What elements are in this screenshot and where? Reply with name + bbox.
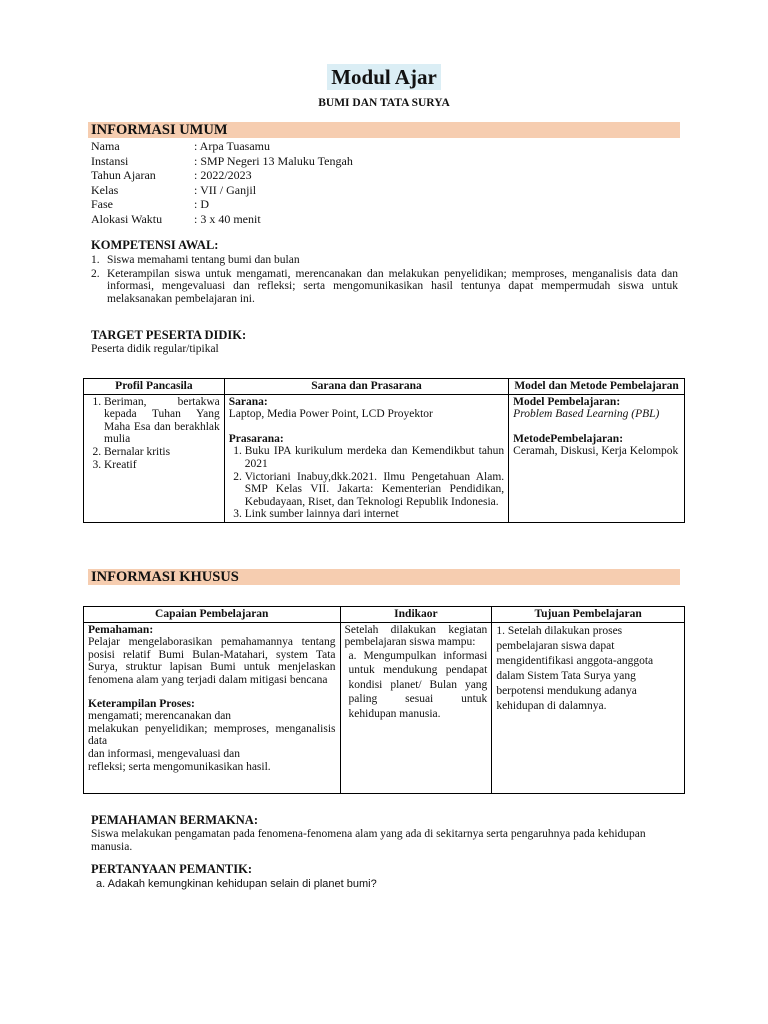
profil-pancasila-cell <box>84 394 225 522</box>
pemahaman-label: Pemahaman: <box>88 623 154 636</box>
keterampilan-line: melakukan penyelidikan; memproses, menganalisis data <box>88 722 336 748</box>
section-informasi-khusus: INFORMASI KHUSUS <box>88 569 680 585</box>
document-title: Modul Ajar <box>327 64 441 90</box>
info-row <box>91 168 353 183</box>
info-value: : 3 x 40 menit <box>194 211 261 226</box>
info-row <box>91 139 353 154</box>
list-item: 2. Bernalar kritis <box>104 446 220 459</box>
info-value: : VII / Ganjil <box>194 182 257 197</box>
table-capaian-indikator-tujuan <box>83 606 685 794</box>
pertanyaan-item: a. Adakah kemungkinan kehidupan selain di planet bumi? <box>96 878 377 890</box>
informasi-umum-list <box>91 139 353 227</box>
tujuan-item: 1. Setelah dilakukan proses pembelajaran siswa dapat mengidentifikasi anggota-anggota dalam Sistem Tata Surya yang berpotensi mendukung adanya kehidupan di dalamnya. <box>496 624 654 712</box>
table-header: Capaian Pembelajaran <box>84 607 341 623</box>
keterampilan-label: Keterampilan Proses: <box>88 697 195 710</box>
pemahaman-bermakna-text: Siswa melakukan pengamatan pada fenomena-fenomena alam yang ada di sekitarnya serta pengaruhnya pada kehidupan manusia. <box>91 828 646 853</box>
indikator-cell <box>340 622 492 793</box>
sarana-prasarana-cell <box>224 394 508 522</box>
model-metode-cell <box>509 394 685 522</box>
list-item: 3. Link sumber lainnya dari internet <box>245 508 504 521</box>
item-text: Keterampilan siswa untuk mengamati, merencanakan dan melakukan penyelidikan; memproses, menganalisis data dan informasi, mengevaluasi dan refleksi; serta mengomunikasikan hasil tentunya dapat mempermudah siswa untuk melaksanakan pembelajaran ini. <box>107 268 678 305</box>
item-number: 1. <box>91 254 100 266</box>
info-key: Instansi <box>91 153 129 168</box>
keterampilan-line: refleksi; serta mengomunikasikan hasil. <box>88 760 271 773</box>
pemahaman-bermakna-heading: PEMAHAMAN BERMAKNA: <box>91 813 258 827</box>
table-header: Indikaor <box>340 607 492 623</box>
table-header: Tujuan Pembelajaran <box>492 607 685 623</box>
indikator-intro: Setelah dilakukan kegiatan pembelajaran siswa mampu: <box>344 623 488 649</box>
document-subtitle: BUMI DAN TATA SURYA <box>318 97 450 109</box>
info-value: : 2022/2023 <box>194 168 252 183</box>
keterampilan-line: mengamati; merencanakan dan <box>88 710 232 723</box>
model-label: Model Pembelajaran: <box>513 395 621 408</box>
info-value: : SMP Negeri 13 Maluku Tengah <box>194 153 353 168</box>
item-number: 2. <box>91 268 100 280</box>
table-profil-sarana-model <box>83 378 685 523</box>
tujuan-cell <box>492 622 685 793</box>
capaian-cell <box>84 622 341 793</box>
pertanyaan-pemantik-heading: PERTANYAAN PEMANTIK: <box>91 862 253 876</box>
kompetensi-awal-heading: KOMPETENSI AWAL: <box>91 238 219 252</box>
info-key: Alokasi Waktu <box>91 211 163 226</box>
metode-label: MetodePembelajaran: <box>513 432 624 445</box>
section-informasi-umum: INFORMASI UMUM <box>88 122 680 138</box>
info-value: : D <box>194 197 209 212</box>
target-text: Peserta didik regular/tipikal <box>91 343 219 355</box>
list-item: 3. Kreatif <box>104 459 220 472</box>
sarana-label: Sarana: <box>228 395 268 408</box>
item-text: Siswa memahami tentang bumi dan bulan <box>107 254 300 266</box>
keterampilan-line: dan informasi, mengevaluasi dan <box>88 747 241 760</box>
sarana-text: Laptop, Media Power Point, LCD Proyektor <box>228 408 433 421</box>
info-row <box>91 183 353 198</box>
info-key: Kelas <box>91 182 119 197</box>
info-row <box>91 212 353 227</box>
info-row <box>91 154 353 169</box>
table-header: Model dan Metode Pembelajaran <box>509 379 685 395</box>
list-item: 1. Beriman, bertakwa kepada Tuhan Yang Maha Esa dan berakhlak mulia <box>104 396 220 446</box>
target-heading: TARGET PESERTA DIDIK: <box>91 328 247 342</box>
list-item: 1. Buku IPA kurikulum merdeka dan Kemendikbut tahun 2021 <box>245 445 504 470</box>
info-value: : Arpa Tuasamu <box>194 139 271 153</box>
model-text: Problem Based Learning (PBL) <box>513 408 660 421</box>
info-key: Nama <box>91 139 120 153</box>
info-key: Fase <box>91 197 113 212</box>
kompetensi-item <box>91 268 678 305</box>
pemahaman-text: Pelajar mengelaborasikan pemahamannya tentang posisi relatif Bumi Bulan-Matahari, system Tata Surya, struktur lapisan Bumi untuk menjelaskan fenomena alam yang terjadi dalam mitigasi bencana <box>88 636 336 686</box>
info-key: Tahun Ajaran <box>91 168 156 183</box>
table-header: Profil Pancasila <box>84 379 225 395</box>
kompetensi-item <box>91 254 678 266</box>
metode-text: Ceramah, Diskusi, Kerja Kelompok <box>513 445 679 458</box>
list-item: 2. Victoriani Inabuy,dkk.2021. Ilmu Pengetahuan Alam. SMP Kelas VII. Jakarta: Kementerian Pendidikan, Kebudayaan, Riset, dan Teknologi Republik Indonesia. <box>245 471 504 509</box>
indikator-item: a. Mengumpulkan informasi untuk mendukung pendapat kondisi planet/ Bulan yang paling sesuai untuk kehidupan manusia. <box>348 649 488 720</box>
table-header: Sarana dan Prasarana <box>224 379 508 395</box>
info-row <box>91 197 353 212</box>
prasarana-label: Prasarana: <box>228 432 284 445</box>
